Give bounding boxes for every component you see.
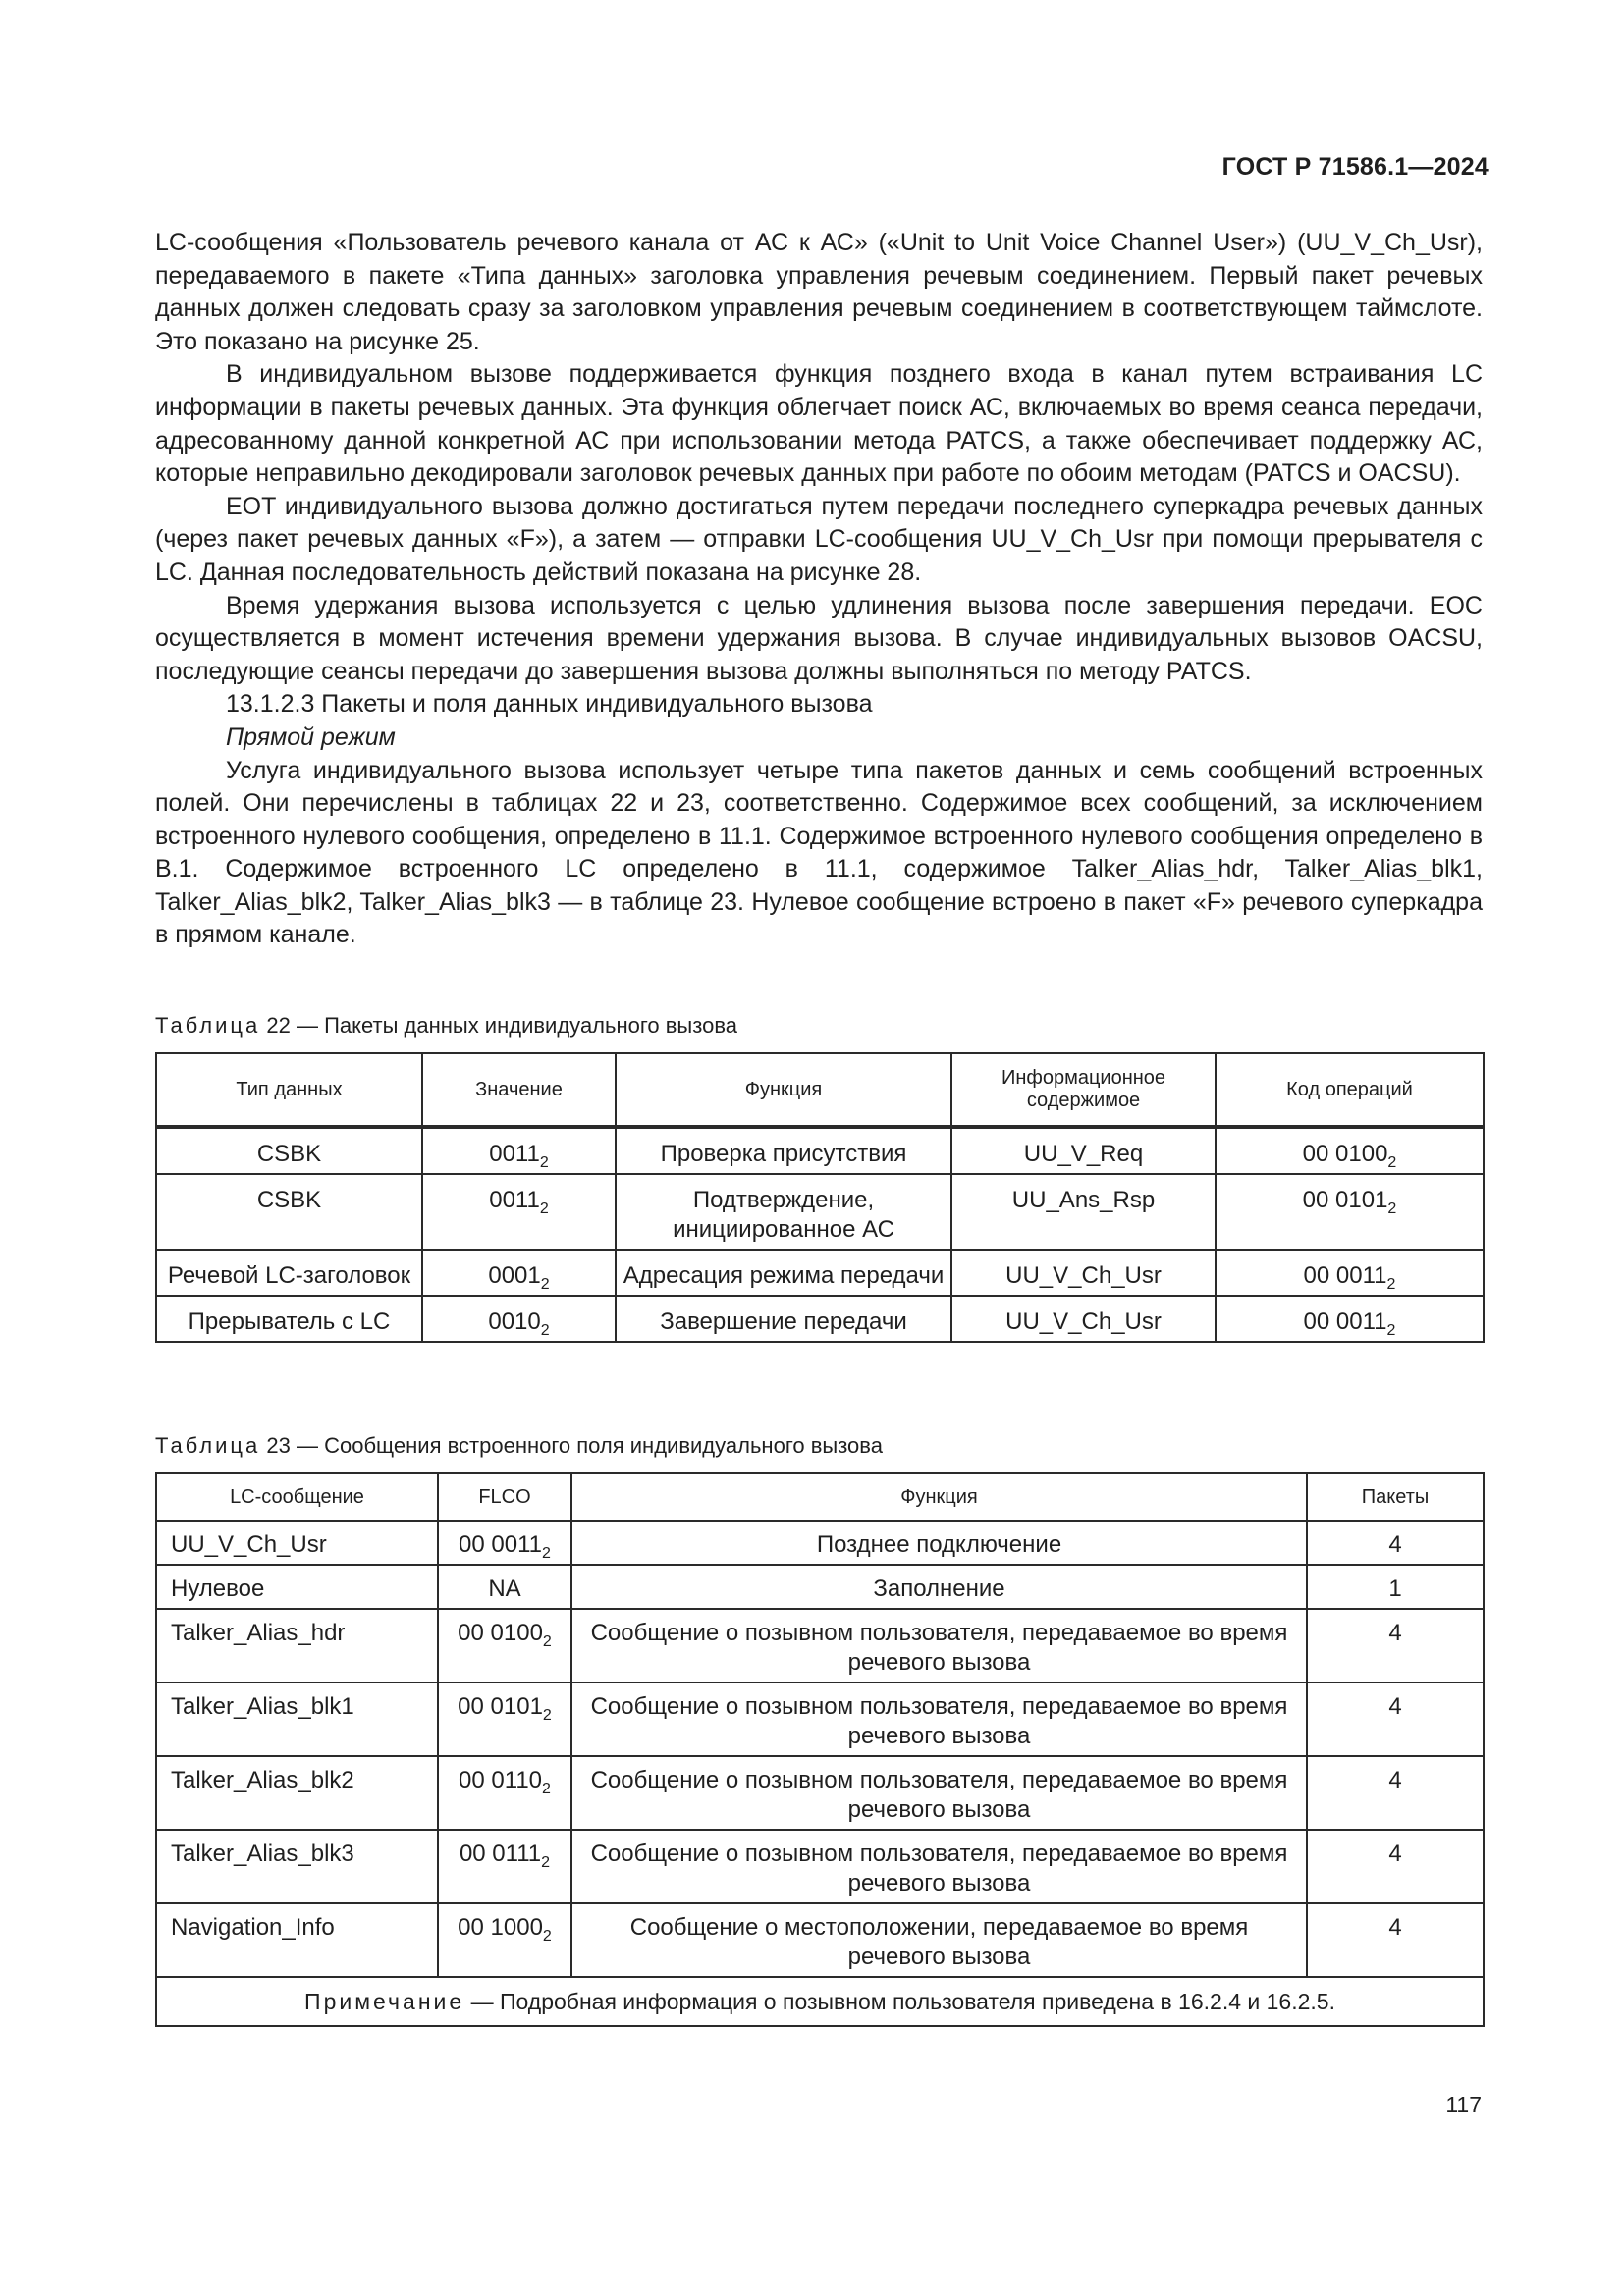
cell-value: $0011_2$ <box>422 1174 616 1250</box>
column-header: Функция <box>571 1473 1307 1521</box>
table-row <box>156 1830 1484 1903</box>
cell-function: Сообщение о местоположении, передаваемое во время речевого вызова <box>571 1903 1307 1977</box>
section-heading: 13.1.2.3 Пакеты и поля данных индивидуального вызова <box>226 690 873 719</box>
table-row <box>156 1127 1484 1174</box>
cell-flco: 00 $1000_2$ <box>438 1903 571 1977</box>
subsection-heading: Прямой режим <box>226 722 396 751</box>
cell-type: CSBK <box>156 1127 422 1174</box>
cell-packets: 4 <box>1307 1903 1484 1977</box>
table-note <box>156 1977 1484 2026</box>
cell-opcode: 00 $0100_2$ <box>1216 1127 1484 1174</box>
table-caption <box>155 1433 883 1459</box>
cell-value: $0001_2$ <box>422 1250 616 1296</box>
table-row <box>156 1521 1484 1565</box>
paragraph: Время удержания вызова используется с целью удлинения вызова после завершения передачи. EOC осуществляется в момент истечения времени удержания вызова. В случае индивидуальных вызовов OACSU, последующие сеансы передачи до завершения вызова должны выполняться по методу PATCS. <box>155 591 1483 685</box>
cell-opcode: 00 $0101_2$ <box>1216 1174 1484 1250</box>
table-row <box>156 1565 1484 1609</box>
cell-function: Сообщение о позывном пользователя, передаваемое во время речевого вызова <box>571 1682 1307 1756</box>
column-header: Информационное содержимое <box>951 1053 1216 1127</box>
table-caption-text: 23 — Сообщения встроенного поля индивидуального вызова <box>266 1433 883 1458</box>
cell-info: UU_Ans_Rsp <box>951 1174 1216 1250</box>
cell-lc-message: Talker_Alias_blk2 <box>156 1756 438 1830</box>
table-caption-label: Таблица <box>155 1433 261 1458</box>
note-label: Примечание <box>304 1989 465 2014</box>
cell-flco: NA <box>438 1565 571 1609</box>
cell-opcode: 00 $0011_2$ <box>1216 1296 1484 1342</box>
cell-flco: 00 $0011_2$ <box>438 1521 571 1565</box>
cell-function: Позднее подключение <box>571 1521 1307 1565</box>
table-note-row <box>156 1977 1484 2026</box>
table-caption-label: Таблица <box>155 1013 261 1038</box>
column-header: Пакеты <box>1307 1473 1484 1521</box>
paragraph: Услуга индивидуального вызова использует четыре типа пакетов данных и семь сообщений встроенных полей. Они перечислены в таблицах 22 и 23, соответственно. Содержимое всех сообщений, за исключением встроенного нулевого сообщения, определено в 11.1. Содержимое встроенного нулевого сообщения определено в B.1. Содержимое встроенного LC определено в 11.1, содержимое Talker_Alias_hdr, Talker_Alias_blk1, Talker_Alias_blk2, Talker_Alias_blk3 — в таблице 23. Нулевое сообщение встроено в пакет «F» речевого суперкадра в прямом канале. <box>155 756 1483 949</box>
cell-value: $0010_2$ <box>422 1296 616 1342</box>
cell-function: Проверка присутствия <box>616 1127 951 1174</box>
table-row <box>156 1756 1484 1830</box>
cell-function: Завершение передачи <box>616 1296 951 1342</box>
cell-type: Прерыватель с LC <box>156 1296 422 1342</box>
table-header-row <box>156 1473 1484 1521</box>
cell-flco: 00 $0110_2$ <box>438 1756 571 1830</box>
note-text: — Подробная информация о позывном пользователя приведена в 16.2.4 и 16.2.5. <box>470 1989 1335 2014</box>
column-header: Функция <box>616 1053 951 1127</box>
body-text <box>155 227 1483 952</box>
cell-function: Заполнение <box>571 1565 1307 1609</box>
table-row <box>156 1682 1484 1756</box>
table-caption <box>155 1013 737 1039</box>
column-header: FLCO <box>438 1473 571 1521</box>
cell-packets: 4 <box>1307 1830 1484 1903</box>
paragraph: LC-сообщения «Пользователь речевого канала от АС к АС» («Unit to Unit Voice Channel User») (UU_V_Ch_Usr), передаваемого в пакете «Типа данных» заголовка управления речевым соединением. Первый пакет речевых данных должен следовать сразу за заголовком управления речевым соединением в соответствующем таймслоте. Это показано на рисунке 25. <box>155 229 1483 355</box>
cell-function: Сообщение о позывном пользователя, передаваемое во время речевого вызова <box>571 1830 1307 1903</box>
cell-function: Сообщение о позывном пользователя, передаваемое во время речевого вызова <box>571 1609 1307 1682</box>
cell-packets: 4 <box>1307 1756 1484 1830</box>
cell-info: UU_V_Req <box>951 1127 1216 1174</box>
table-row <box>156 1296 1484 1342</box>
column-header: LC-сообщение <box>156 1473 438 1521</box>
cell-lc-message: Navigation_Info <box>156 1903 438 1977</box>
cell-function: Адресация режима передачи <box>616 1250 951 1296</box>
cell-packets: 4 <box>1307 1609 1484 1682</box>
cell-info: UU_V_Ch_Usr <box>951 1296 1216 1342</box>
table-23 <box>155 1472 1485 2027</box>
table-row <box>156 1903 1484 1977</box>
document-header: ГОСТ Р 71586.1—2024 <box>1221 153 1489 181</box>
cell-flco: 00 $0111_2$ <box>438 1830 571 1903</box>
cell-packets: 4 <box>1307 1521 1484 1565</box>
page-number: 117 <box>1445 2092 1482 2117</box>
table-row <box>156 1174 1484 1250</box>
cell-opcode: 00 $0011_2$ <box>1216 1250 1484 1296</box>
cell-value: $0011_2$ <box>422 1127 616 1174</box>
table-22 <box>155 1052 1485 1343</box>
table-row <box>156 1250 1484 1296</box>
cell-packets: 1 <box>1307 1565 1484 1609</box>
column-header: Значение <box>422 1053 616 1127</box>
cell-function: Сообщение о позывном пользователя, передаваемое во время речевого вызова <box>571 1756 1307 1830</box>
cell-function: Подтверждение, инициированное АС <box>616 1174 951 1250</box>
cell-lc-message: UU_V_Ch_Usr <box>156 1521 438 1565</box>
column-header: Код операций <box>1216 1053 1484 1127</box>
cell-type: Речевой LC-заголовок <box>156 1250 422 1296</box>
cell-packets: 4 <box>1307 1682 1484 1756</box>
cell-type: CSBK <box>156 1174 422 1250</box>
cell-flco: 00 $0100_2$ <box>438 1609 571 1682</box>
cell-lc-message: Talker_Alias_blk3 <box>156 1830 438 1903</box>
cell-lc-message: Нулевое <box>156 1565 438 1609</box>
table-header-row <box>156 1053 1484 1127</box>
table-caption-text: 22 — Пакеты данных индивидуального вызова <box>266 1013 737 1038</box>
cell-flco: 00 $0101_2$ <box>438 1682 571 1756</box>
table-row <box>156 1609 1484 1682</box>
cell-lc-message: Talker_Alias_hdr <box>156 1609 438 1682</box>
cell-lc-message: Talker_Alias_blk1 <box>156 1682 438 1756</box>
paragraph: EOT индивидуального вызова должно достигаться путем передачи последнего суперкадра речевых данных (через пакет речевых данных «F»), а затем — отправки LC-сообщения UU_V_Ch_Usr при помощи прерывателя с LC. Данная последовательность действий показана на рисунке 28. <box>155 492 1483 586</box>
paragraph: В индивидуальном вызове поддерживается функция позднего входа в канал путем встраивания LC информации в пакеты речевых данных. Эта функция облегчает поиск АС, включаемых во время сеанса передачи, адресованному данной конкретной АС при использовании метода PATCS, а также обеспечивает поддержку АС, которые неправильно декодировали заголовок речевых данных при работе по обоим методам (PATCS и OACSU). <box>155 360 1483 488</box>
column-header: Тип данных <box>156 1053 422 1127</box>
cell-info: UU_V_Ch_Usr <box>951 1250 1216 1296</box>
